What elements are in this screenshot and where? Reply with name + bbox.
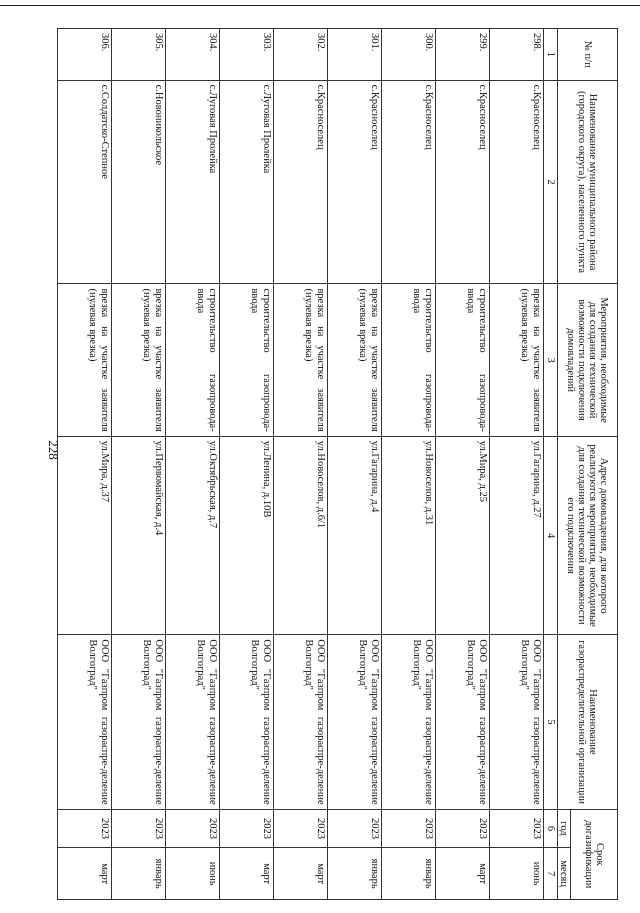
table-row [436,29,490,900]
address-cell: ул.Гагарина, д.4 [328,436,382,635]
measure-cell: врезка на участке заявителя (нулевая врезка) [274,284,328,436]
organization-cell: ООО "Газпром газораспре-деление Волгоград" [220,635,274,809]
top-border-line [0,5,640,6]
table-row [58,29,112,900]
table-row [490,29,544,900]
settlement-cell: с.Луговая Пролейка [166,80,220,284]
header-col-organization: Наименование газораспределительной организации [558,635,618,809]
header-number: 4 [544,436,558,635]
month-cell: январь [328,848,382,900]
row-number: 300. [382,29,436,81]
month-cell: январь [112,848,166,900]
year-cell: 2023 [166,809,220,848]
table-header [544,29,618,900]
year-cell: 2023 [382,809,436,848]
settlement-cell: с.Красноселец [436,80,490,284]
settlement-cell: с.Луговая Пролейка [220,80,274,284]
address-cell: ул.Первомайская, д.4 [112,436,166,635]
measure-cell: врезка на участке заявителя (нулевая врезка) [58,284,112,436]
organization-cell: ООО "Газпром газораспре-деление Волгоград" [166,635,220,809]
month-cell: январь [382,848,436,900]
header-col-address: Адрес домовладения, для которого реализуются мероприятия, необходимые для создания технической возможности его подключения [558,436,618,635]
address-cell: ул.Ленина, д.10В [220,436,274,635]
header-number: 6 [544,809,558,848]
measure-cell: строительство газопровода-ввода [166,284,220,436]
header-number-row [544,29,558,900]
header-number: 2 [544,80,558,284]
row-number: 301. [328,29,382,81]
row-number: 303. [220,29,274,81]
month-cell: март [220,848,274,900]
month-cell: июнь [166,848,220,900]
month-cell: июнь [490,848,544,900]
rotated-table-container [73,28,618,900]
page-number: 228 [46,440,61,460]
measure-cell: строительство газопровода-ввода [382,284,436,436]
year-cell: 2023 [220,809,274,848]
settlement-cell: с.Красноселец [382,80,436,284]
measure-cell: врезка на участке заявителя (нулевая врезка) [490,284,544,436]
measure-cell: строительство газопровода-ввода [220,284,274,436]
row-number: 304. [166,29,220,81]
header-col-settlement: Наименование муниципального района (городского округа), населенного пункта [558,80,618,284]
table-body [58,29,544,900]
organization-cell: ООО "Газпром газораспре-деление Волгоград" [382,635,436,809]
header-number: 5 [544,635,558,809]
gasification-table [57,28,618,900]
row-number: 302. [274,29,328,81]
settlement-cell: с.Красноселец [328,80,382,284]
month-cell: март [58,848,112,900]
address-cell: ул.Мира, д.37 [58,436,112,635]
row-number: 298. [490,29,544,81]
year-cell: 2023 [328,809,382,848]
measure-cell: врезка на участке заявителя (нулевая врезка) [328,284,382,436]
header-number: 3 [544,284,558,436]
row-number: 299. [436,29,490,81]
measure-cell: строительство газопровода-ввода [436,284,490,436]
table-row [274,29,328,900]
header-col-measures: Мероприятия, необходимые для создания технической возможности подключения домовладений [558,284,618,436]
settlement-cell: с.Новоникольское [112,80,166,284]
address-cell: ул.Мира, д.25 [436,436,490,635]
settlement-cell: с.Солдатско-Степное [58,80,112,284]
header-col-year: год [558,809,571,848]
year-cell: 2023 [490,809,544,848]
month-cell: март [436,848,490,900]
organization-cell: ООО "Газпром газораспре-деление Волгоград" [58,635,112,809]
year-cell: 2023 [112,809,166,848]
header-number: 7 [544,848,558,900]
organization-cell: ООО "Газпром газораспре-деление Волгоград" [328,635,382,809]
organization-cell: ООО "Газпром газораспре-деление Волгоград" [490,635,544,809]
header-col-no: № п/п [558,29,618,81]
header-number: 1 [544,29,558,81]
settlement-cell: с.Красноселец [274,80,328,284]
month-cell: март [274,848,328,900]
address-cell: ул.Новоселов, д.31 [382,436,436,635]
table-row [328,29,382,900]
year-cell: 2023 [436,809,490,848]
table-row [382,29,436,900]
year-cell: 2023 [58,809,112,848]
year-cell: 2023 [274,809,328,848]
organization-cell: ООО "Газпром газораспре-деление Волгоград" [436,635,490,809]
row-number: 305. [112,29,166,81]
address-cell: ул.Новоселов, д.6/1 [274,436,328,635]
table-row [220,29,274,900]
settlement-cell: с.Красноселец [490,80,544,284]
header-col-month: месяц [558,848,571,900]
organization-cell: ООО "Газпром газораспре-деление Волгоград" [112,635,166,809]
table-row [112,29,166,900]
table-row [166,29,220,900]
row-number: 306. [58,29,112,81]
header-col-term: Срок догазификации [571,809,618,899]
address-cell: ул.Октябрьская, д.7 [166,436,220,635]
organization-cell: ООО "Газпром газораспре-деление Волгоград" [274,635,328,809]
measure-cell: врезка на участке заявителя (нулевая врезка) [112,284,166,436]
address-cell: ул.Гагарина, д.27 [490,436,544,635]
